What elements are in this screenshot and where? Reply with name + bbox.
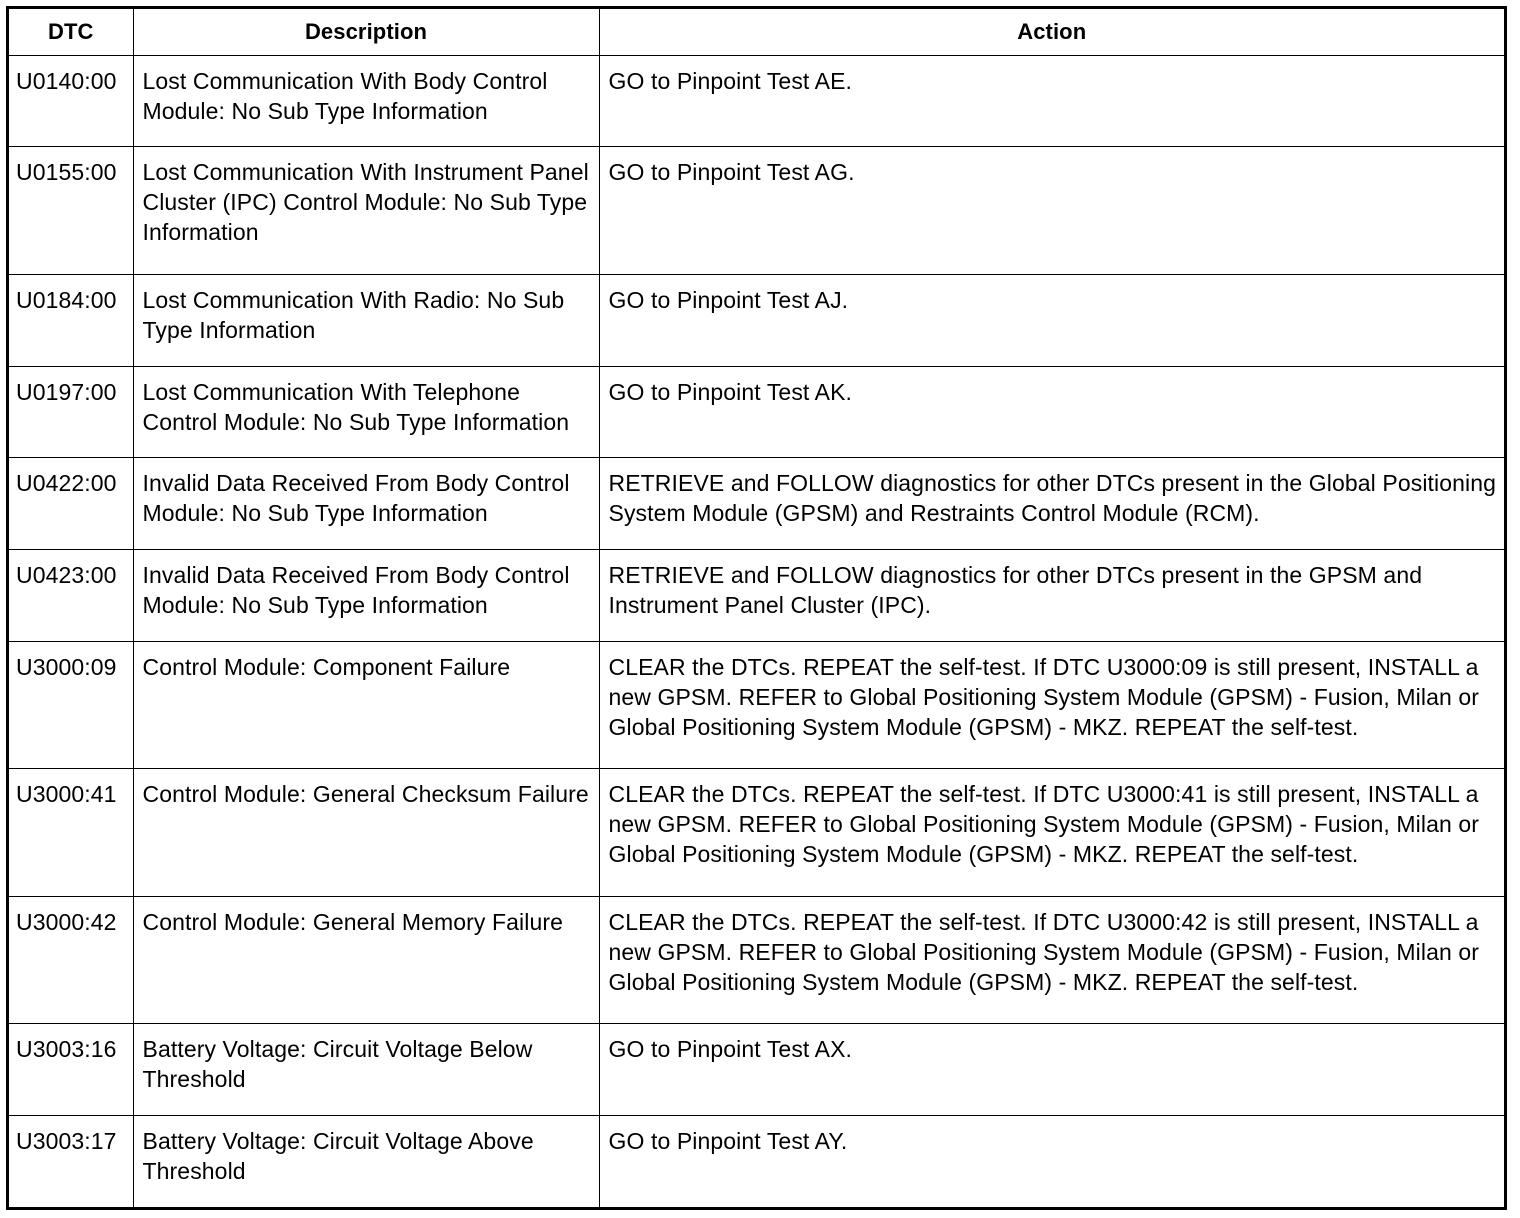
dtc-action: GO to Pinpoint Test AY.	[599, 1116, 1504, 1207]
dtc-action: RETRIEVE and FOLLOW diagnostics for other DTCs present in the GPSM and Instrument Panel Cluster (IPC).	[599, 550, 1504, 642]
dtc-action: CLEAR the DTCs. REPEAT the self-test. If DTC U3000:09 is still present, INSTALL a new GPSM. REFER to Global Positioning System Module (GPSM) - Fusion, Milan or Global Positioning System Module (GPSM) - MKZ. REPEAT the self-test.	[599, 641, 1504, 769]
dtc-code: U3000:41	[9, 769, 133, 897]
dtc-description: Lost Communication With Radio: No Sub Type Information	[133, 274, 599, 366]
dtc-code: U0184:00	[9, 274, 133, 366]
dtc-table	[9, 9, 1504, 1207]
column-header-dtc: DTC	[9, 9, 133, 55]
dtc-action: GO to Pinpoint Test AK.	[599, 366, 1504, 458]
dtc-action: GO to Pinpoint Test AG.	[599, 147, 1504, 275]
dtc-description: Battery Voltage: Circuit Voltage Above Threshold	[133, 1116, 599, 1207]
dtc-description: Control Module: General Memory Failure	[133, 896, 599, 1024]
table-row	[9, 55, 1504, 147]
table-row	[9, 366, 1504, 458]
dtc-action: RETRIEVE and FOLLOW diagnostics for other DTCs present in the Global Positioning System Module (GPSM) and Restraints Control Module (RCM).	[599, 458, 1504, 550]
dtc-action: GO to Pinpoint Test AJ.	[599, 274, 1504, 366]
dtc-code: U3003:17	[9, 1116, 133, 1207]
dtc-code: U0140:00	[9, 55, 133, 147]
column-header-description: Description	[133, 9, 599, 55]
dtc-table-container	[6, 6, 1507, 1210]
dtc-description: Invalid Data Received From Body Control Module: No Sub Type Information	[133, 550, 599, 642]
column-header-action: Action	[599, 9, 1504, 55]
dtc-description: Invalid Data Received From Body Control Module: No Sub Type Information	[133, 458, 599, 550]
dtc-action: GO to Pinpoint Test AE.	[599, 55, 1504, 147]
table-row	[9, 769, 1504, 897]
table-header-row	[9, 9, 1504, 55]
dtc-description: Lost Communication With Instrument Panel Cluster (IPC) Control Module: No Sub Type Information	[133, 147, 599, 275]
dtc-code: U3000:42	[9, 896, 133, 1024]
dtc-description: Lost Communication With Body Control Module: No Sub Type Information	[133, 55, 599, 147]
table-row	[9, 1116, 1504, 1207]
dtc-code: U0423:00	[9, 550, 133, 642]
table-row	[9, 896, 1504, 1024]
dtc-action: CLEAR the DTCs. REPEAT the self-test. If DTC U3000:42 is still present, INSTALL a new GPSM. REFER to Global Positioning System Module (GPSM) - Fusion, Milan or Global Positioning System Module (GPSM) - MKZ. REPEAT the self-test.	[599, 896, 1504, 1024]
table-row	[9, 1024, 1504, 1116]
table-row	[9, 550, 1504, 642]
dtc-code: U0155:00	[9, 147, 133, 275]
dtc-description: Lost Communication With Telephone Control Module: No Sub Type Information	[133, 366, 599, 458]
dtc-description: Battery Voltage: Circuit Voltage Below Threshold	[133, 1024, 599, 1116]
dtc-code: U0197:00	[9, 366, 133, 458]
table-row	[9, 458, 1504, 550]
table-row	[9, 641, 1504, 769]
dtc-description: Control Module: Component Failure	[133, 641, 599, 769]
table-row	[9, 274, 1504, 366]
dtc-code: U0422:00	[9, 458, 133, 550]
dtc-code: U3003:16	[9, 1024, 133, 1116]
dtc-action: CLEAR the DTCs. REPEAT the self-test. If DTC U3000:41 is still present, INSTALL a new GPSM. REFER to Global Positioning System Module (GPSM) - Fusion, Milan or Global Positioning System Module (GPSM) - MKZ. REPEAT the self-test.	[599, 769, 1504, 897]
dtc-description: Control Module: General Checksum Failure	[133, 769, 599, 897]
dtc-action: GO to Pinpoint Test AX.	[599, 1024, 1504, 1116]
dtc-code: U3000:09	[9, 641, 133, 769]
table-row	[9, 147, 1504, 275]
